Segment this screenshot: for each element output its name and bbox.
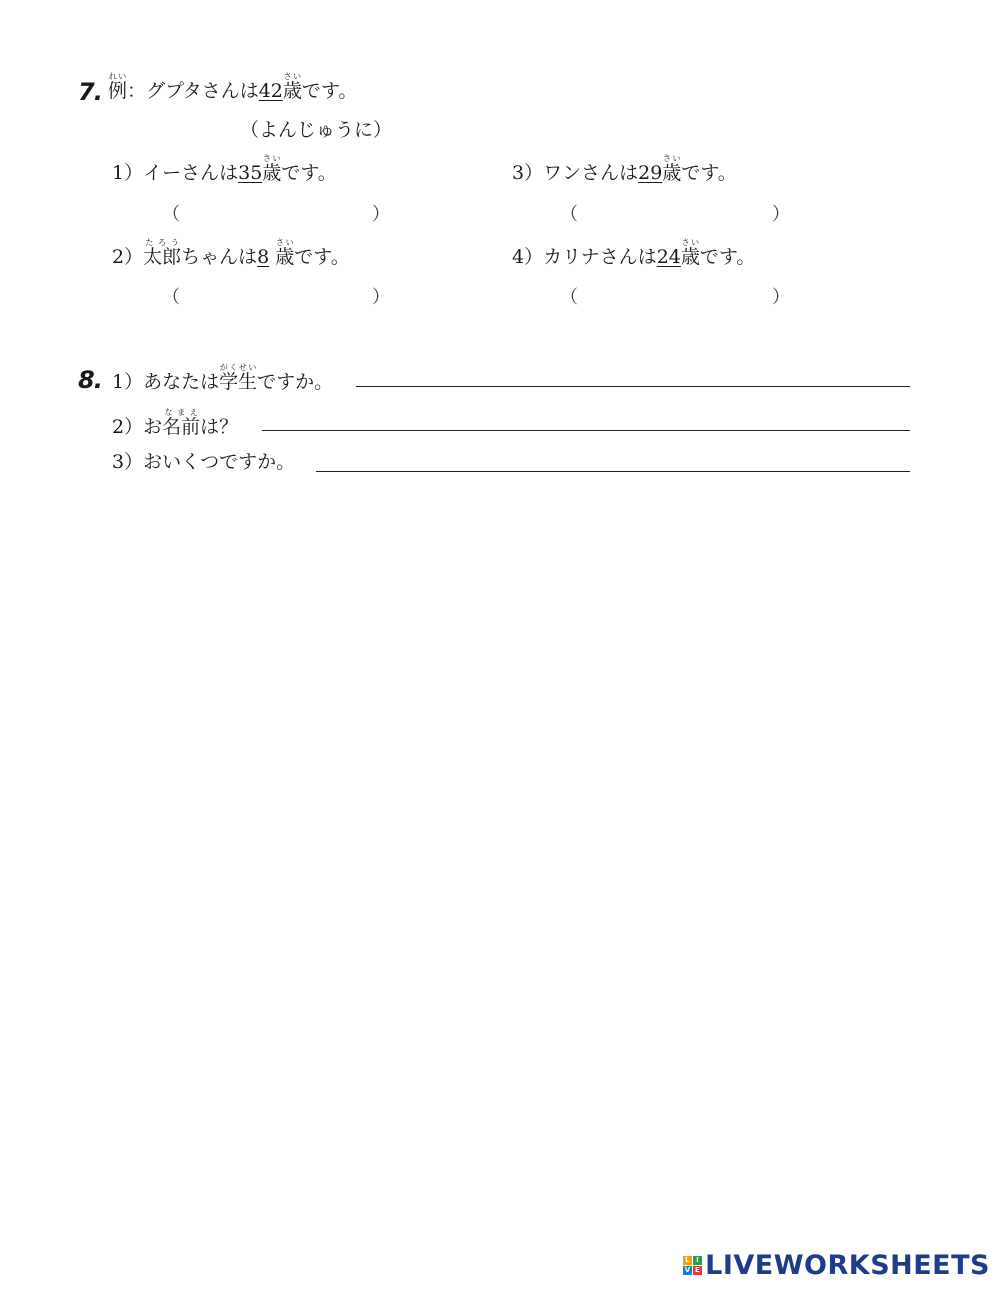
q7-example: 例れい：グプタさんは42歳さいです。 — [108, 72, 358, 102]
logo-text: LIVEWORKSHEETS — [705, 1250, 990, 1281]
q8-item-1: 1）あなたは学生がくせいですか。 — [112, 363, 334, 393]
q8-number: 8. — [78, 366, 102, 394]
answer-line-8-2[interactable] — [262, 430, 910, 431]
answer-1-open: （ — [162, 204, 180, 225]
answer-line-8-1[interactable] — [356, 386, 910, 387]
answer-3-open: （ — [560, 204, 578, 225]
q8-item-2: 2）お名前なまえは？ — [112, 408, 239, 438]
answer-1-close: ） — [372, 204, 390, 225]
q7-item-3: 3）ワンさんは29歳さいです。 — [512, 154, 737, 184]
q7-item-2: 2）太郎たろうちゃんは8 歳さいです。 — [112, 238, 350, 268]
answer-4-close: ） — [772, 287, 790, 308]
answer-field-3[interactable] — [585, 200, 765, 224]
answer-line-8-3[interactable] — [316, 471, 910, 472]
example-number: 42 — [258, 80, 283, 102]
answer-2-open: （ — [162, 287, 180, 308]
q7-item-1: 1）イーさんは35歳さいです。 — [112, 154, 337, 184]
answer-field-1[interactable] — [185, 200, 365, 224]
answer-field-2[interactable] — [185, 283, 365, 307]
logo-mark-icon: L I V E — [684, 1256, 701, 1274]
answer-3-close: ） — [772, 204, 790, 225]
answer-4-open: （ — [560, 287, 578, 308]
answer-2-close: ） — [372, 287, 390, 308]
example-label: 例れい — [108, 72, 128, 102]
sai-kanji: 歳さい — [282, 72, 302, 102]
answer-field-4[interactable] — [585, 283, 765, 307]
q8-item-3: 3）おいくつですか。 — [112, 451, 296, 473]
q7-number: 7. — [78, 78, 102, 106]
q7-item-4: 4）カリナさんは24歳さいです。 — [512, 238, 756, 268]
liveworksheets-logo — [683, 1250, 990, 1281]
example-answer: （よんじゅうに） — [240, 119, 393, 141]
